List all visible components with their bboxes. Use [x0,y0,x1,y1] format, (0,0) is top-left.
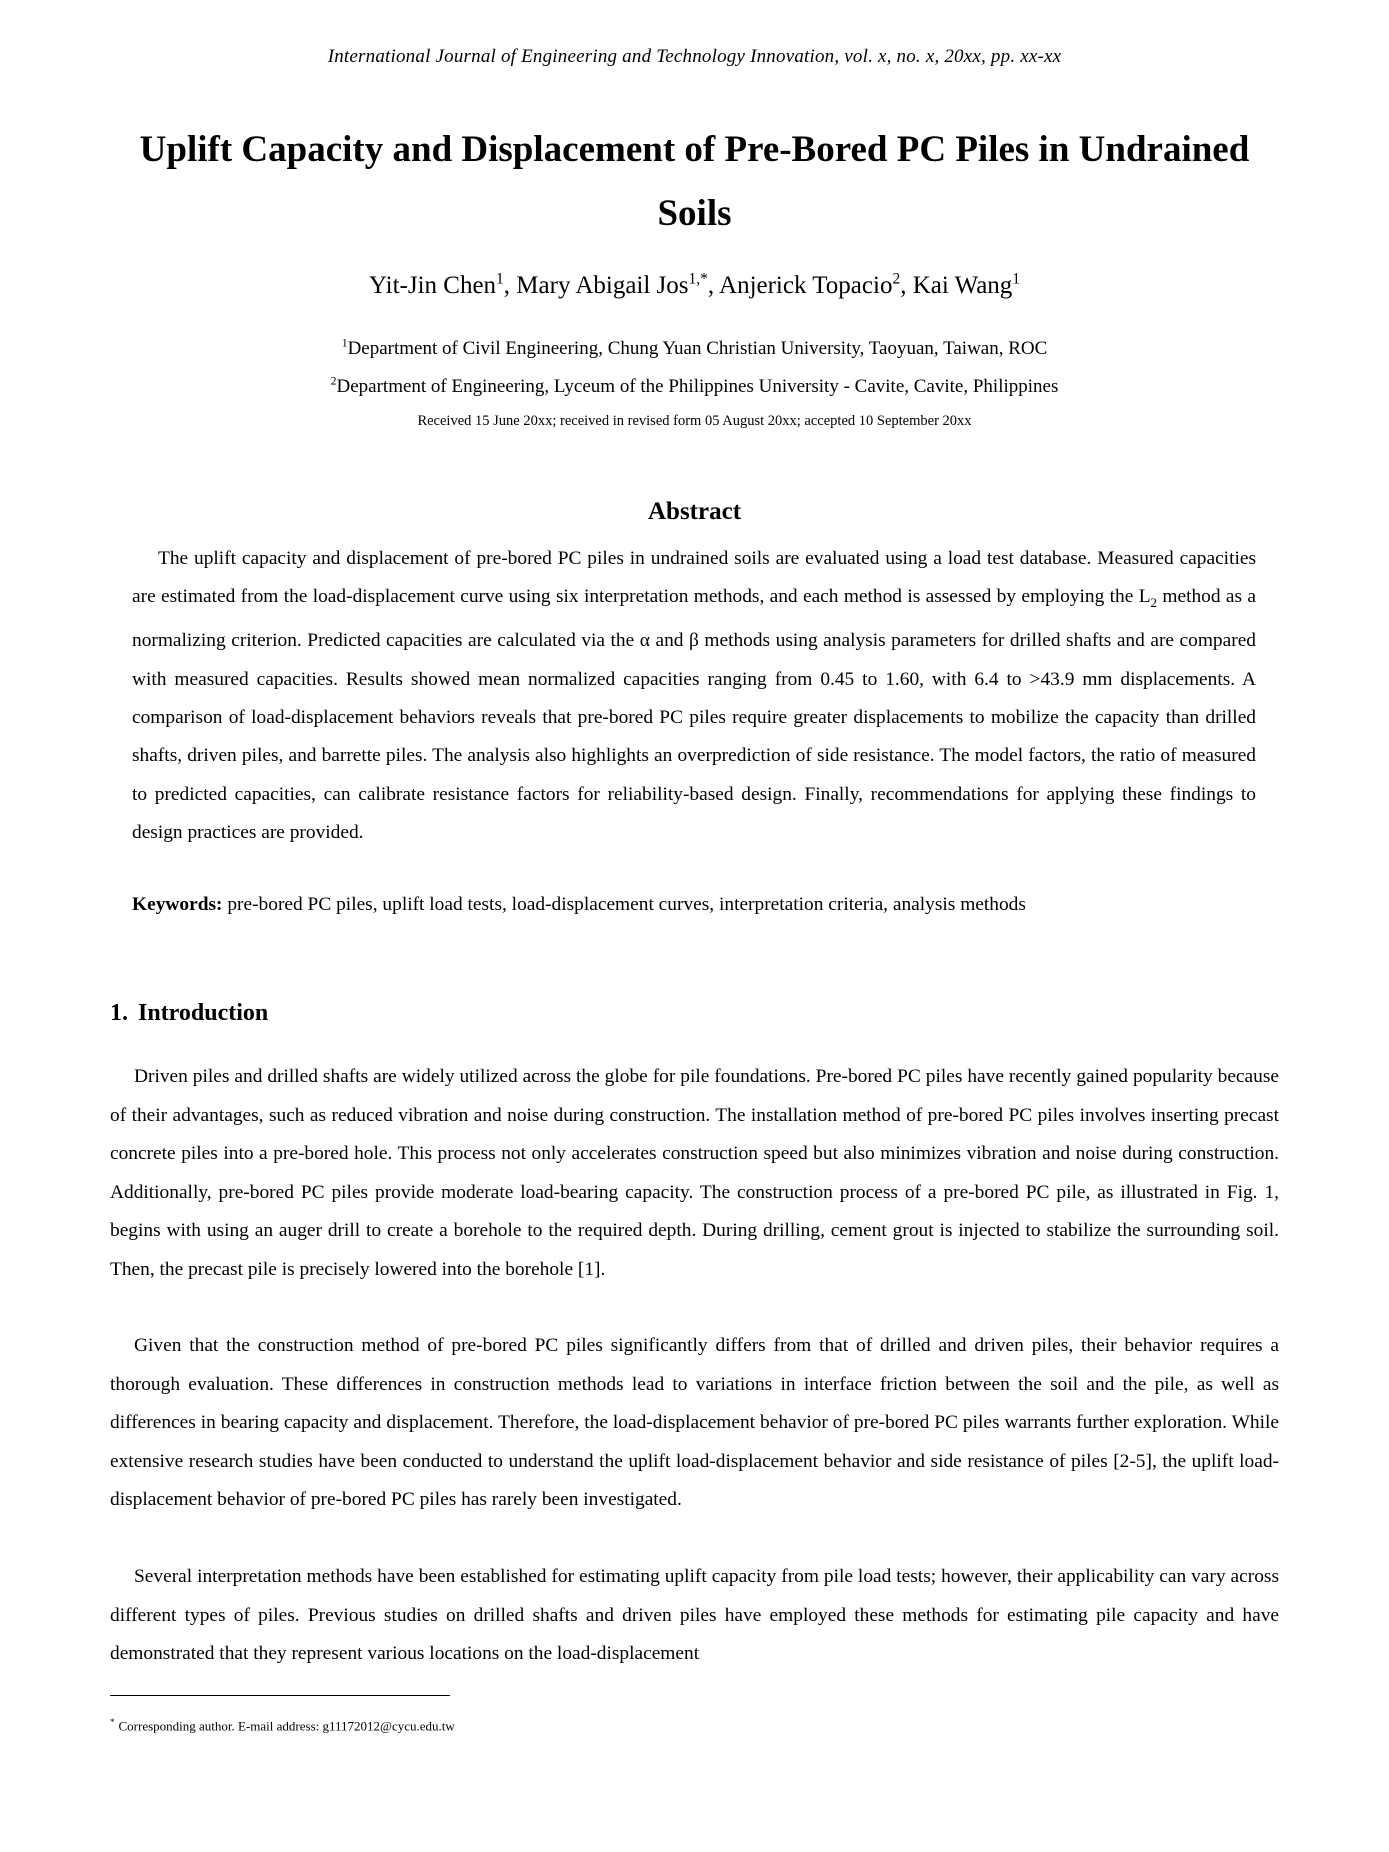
abstract-text [132,540,1256,852]
body-paragraph: Given that the construction method of pre-bored PC piles significantly differs from that of drilled and driven piles, their behavior requires a thorough evaluation. These differences in construction methods lead to variations in interface friction between the soil and the pile, as well as differences in bearing capacity and displacement. Therefore, the load-displacement behavior of pre-bored PC piles warrants further exploration. While extensive research studies have been conducted to understand the uplift load-displacement behavior and side resistance of piles [2-5], the uplift load-displacement behavior of pre-bored PC piles has rarely been investigated. [110,1335,1279,1510]
affiliation-mark: 2 [330,374,337,388]
author-name: Kai Wang [912,272,1013,299]
footnote-text: Corresponding author. E-mail address: g11172012@cycu.edu.tw [118,1718,455,1734]
affiliation-text: Department of Engineering, Lyceum of the Philippines University - Cavite, Cavite, Philippines [336,376,1059,397]
keywords-text: pre-bored PC piles, uplift load tests, load-displacement curves, interpretation criteria, analysis methods [222,894,1026,915]
paper-title: Uplift Capacity and Displacement of Pre-Bored PC Piles in Undrained Soils [139,129,1250,234]
footnote-divider [110,1695,450,1696]
submission-dates: Received 15 June 20xx; received in revised form 05 August 20xx; accepted 10 September 20xx [417,413,972,429]
section-title: Introduction [138,1000,269,1026]
footnote-mark: * [110,1717,115,1727]
keywords [132,894,1256,916]
body-paragraph: Several interpretation methods have been established for estimating uplift capacity from pile load tests; however, their applicability can vary across different types of piles. Previous studies on drilled shafts and driven piles have employed these methods for estimating pile capacity and have demonstrated that they represent various locations on the load-displacement [110,1566,1279,1664]
author-affiliation-mark: 1 [1012,270,1021,288]
abstract-heading: Abstract [647,498,742,525]
author-name: Anjerick Topacio [719,272,893,299]
author-affiliation-mark: 2 [892,270,901,288]
abstract-text-part-1: The uplift capacity and displacement of pre-bored PC piles in undrained soils are evaluated using a load test database. Measured capacities are estimated from the load-displacement curve using six interpretation methods, and each method is assessed by employing the L [132,548,1256,608]
affiliation-1 [0,338,1389,360]
abstract-text-part-2: method as a normalizing criterion. Predicted capacities are calculated via the α and β methods using analysis parameters for drilled shafts and are compared with measured capacities. Results showed mean normalized capacities ranging from 0.45 to 1.60, with 6.4 to >43.9 mm displacements. A comparison of load-displacement behaviors reveals that pre-bored PC piles require greater displacements to mobilize the capacity than drilled shafts, driven piles, and barrette piles. The analysis also highlights an overprediction of side resistance. The model factors, the ratio of measured to predicted capacities, can calibrate resistance factors for reliability-based design. Finally, recommendations for applying these findings to design practices are provided. [132,586,1256,843]
affiliation-text: Department of Civil Engineering, Chung Yuan Christian University, Taoyuan, Taiwan, ROC [347,338,1048,359]
author-affiliation-mark: 1 [496,270,504,288]
section-number: 1. [110,1000,128,1026]
running-header: International Journal of Engineering and Technology Innovation, vol. x, no. x, 20xx, pp. xx-xx [327,46,1062,67]
affiliation-mark: 1 [341,336,348,350]
footnote [110,1717,455,1734]
author-affiliation-mark: 1,* [688,270,708,288]
author-name: Mary Abigail Jos [516,272,689,299]
author-list: Yit-Jin Chen$^1$, Mary Abigail Jos$^{1,*}$, Anjerick Topacio$^2$, Kai Wang$^1$ [368,270,1021,299]
l2-subscript: 2 [1150,595,1158,611]
author-name: Yit-Jin Chen [368,272,497,299]
keywords-label: Keywords: [132,894,223,915]
section-heading-introduction [110,1000,268,1027]
body-paragraph: Driven piles and drilled shafts are widely utilized across the globe for pile foundations. Pre-bored PC piles have recently gained popularity because of their advantages, such as reduced vibration and noise during construction. The installation method of pre-bored PC piles involves inserting precast concrete piles into a pre-bored hole. This process not only accelerates construction speed but also minimizes vibration and noise during construction. Additionally, pre-bored PC piles provide moderate load-bearing capacity. The construction process of a pre-bored PC pile, as illustrated in Fig. 1, begins with using an auger drill to create a borehole to the required depth. During drilling, cement grout is injected to stabilize the surrounding soil. Then, the precast pile is precisely lowered into the borehole [1]. [110,1066,1279,1280]
affiliation-2 [0,376,1389,398]
